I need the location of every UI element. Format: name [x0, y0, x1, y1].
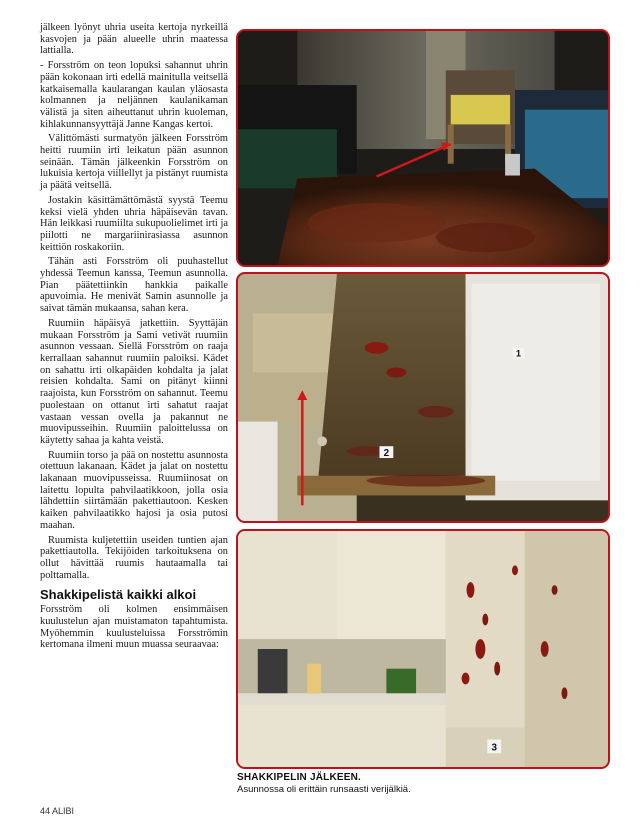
- evidence-marker-1-label: 1: [515, 348, 521, 359]
- page-footer: 44 ALIBI: [40, 806, 75, 816]
- photo-caption: [237, 772, 611, 795]
- evidence-marker-3-label: 3: [491, 742, 497, 754]
- evidence-marker-2-label: 2: [383, 448, 390, 460]
- crime-scene-photo-living-room: [236, 29, 610, 267]
- article-paragraph: Ruumiin torso ja pää on nostettu asunnosta otettuun lakanaan. Kädet ja jalat on nostettu lakanaan muovipusseissa. Ruumiinosat on laitettu lopulta pahvilaatikkoon, jolla osia lähdettiin siirtämään pakettiautoon. Kesken kaiken pahvilaatikko hajosi ja osia putosi maahan.: [40, 449, 228, 531]
- hallway-photo-image: [238, 274, 608, 521]
- article-text-column: [40, 22, 228, 654]
- crime-scene-photo-kitchen: [236, 529, 610, 769]
- article-paragraph: - Forsström on teon lopuksi sahannut uhrin pään kokonaan irti edellä mainitulla veitsellä katkaisemalla kaularangan kaulan yläosasta kolmannen ja neljännen kaulanikaman välistä ja siten aiheuttanut uhrin kuoleman, kihlakunnansyyttäjä Janne Kangas kertoi.: [40, 60, 228, 130]
- article-paragraph: Ruumiin häpäisyä jatkettiin. Syyttäjän mukaan Forsström ja Sami vetivät ruumiin asunnon vessaan. Siellä Forsström on raaja kerrallaan sahannut ruumiin paloiksi. Kädet on sahattu irti olkapäiden kohdalta ja jalat reisien kohdalta. Sami on pitänyt kiinni raajoista, kun Forsström on sahannut. Teemu puolestaan on ottanut irti sahatut raajat vastaan vessan ovella ja pakannut ne muovipusseihin. Ruumiin paloittelussa on käytetty sahaa ja kahta veistä.: [40, 317, 228, 446]
- article-paragraph: Välittömästi surmatyön jälkeen Forsström heitti ruumiin irti leikatun pään asunnon seinään. Tämän jälkeenkin Forsström on lukuisia kertoja viillellyt ja pistänyt ruumista ja päätä veitsellä.: [40, 133, 228, 192]
- caption-text: Asunnossa oli erittäin runsaasti verijälkiä.: [237, 784, 411, 795]
- crime-scene-photo-hallway: [236, 272, 610, 523]
- article-paragraph: Forsström oli kolmen ensimmäisen kuulustelun ajan muistamaton tapahtumista. Myöhemmin kuulusteluissa Forsströmin kertomana ilmeni muun muassa seuraavaa:: [40, 604, 228, 651]
- article-paragraph: Ruumista kuljetettiin useiden tuntien ajan pakettiautolla. Tekijöiden tarkoituksena on ollut hävittää ruumis hautaamalla tai polttamalla.: [40, 534, 228, 581]
- living-room-photo-image: [238, 31, 608, 265]
- kitchen-photo-image: [238, 531, 608, 767]
- article-paragraph: Tähän asti Forsström oli puuhastellut yhdessä Teemun kanssa, Teemun asunnolla. Pian päätettiinkin hankkia paikalle apuvoimia. He menivät Samin asunnolle ja saivat tämän mukaansa, sahan kera.: [40, 256, 228, 315]
- article-paragraph: Jostakin käsittämättömästä syystä Teemu keksi vielä yhden uhria häpäisevän tavan. Hän leikkasi ruumiilta sukupuolielimet irti ja piilotti ne margariinirasiassa asunnon keittiön roskakoriin.: [40, 194, 228, 253]
- caption-title: SHAKKIPELIN JÄLKEEN.: [237, 772, 362, 783]
- article-subheading: Shakkipelistä kaikki alkoi: [40, 587, 197, 603]
- article-paragraph: jälkeen lyönyt uhria useita kertoja nyrkeillä kasvojen ja pään alueelle uhrin maatessa lattialla.: [40, 22, 228, 57]
